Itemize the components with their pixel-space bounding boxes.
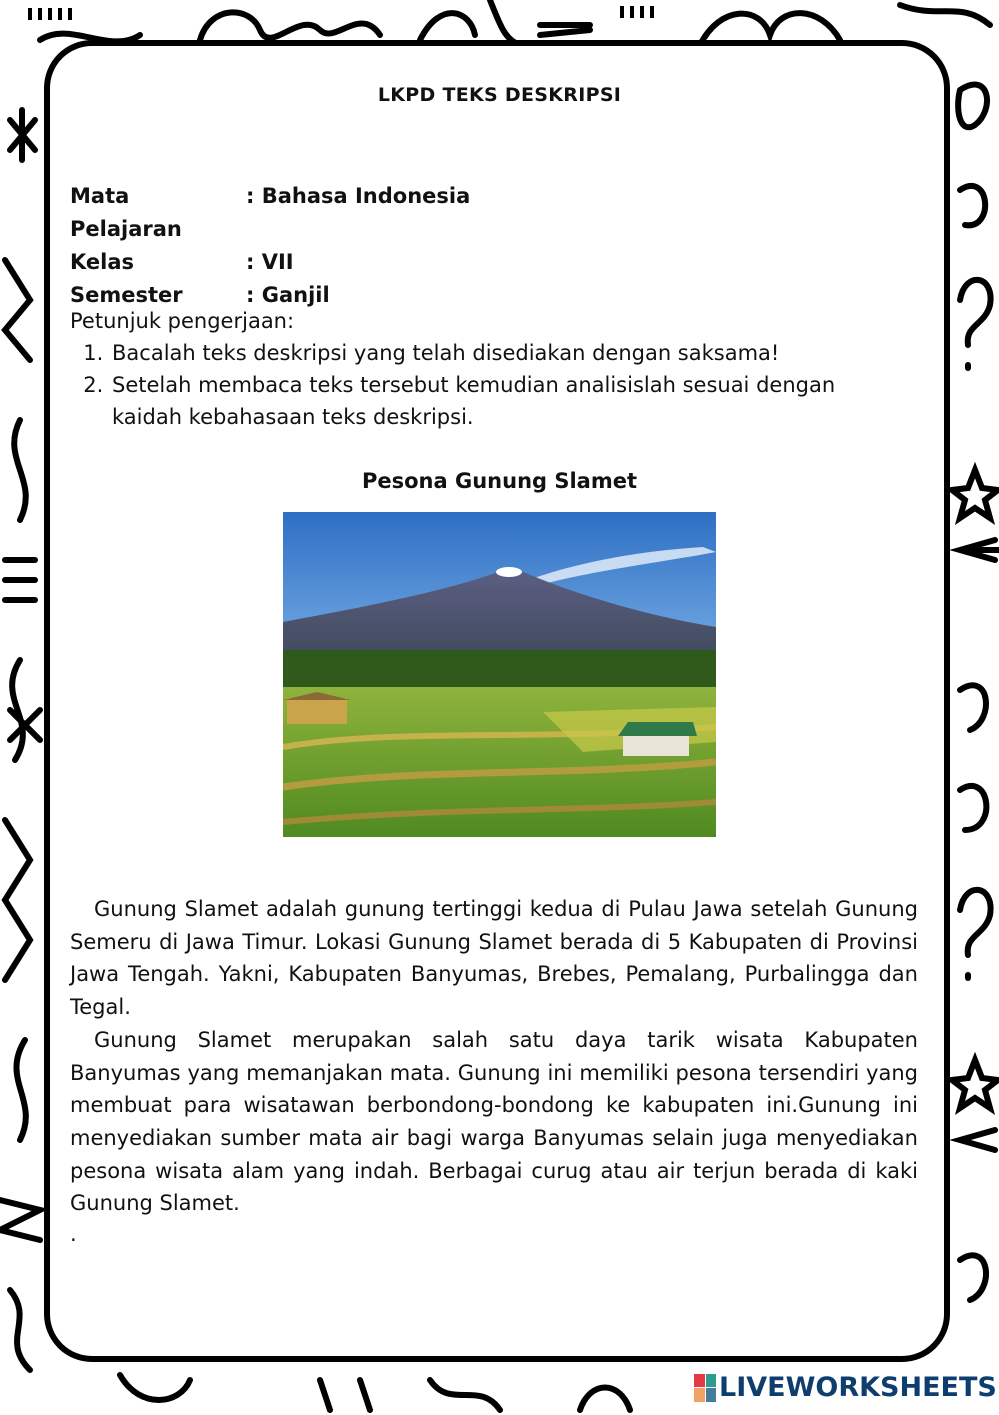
- trailing-mark: .: [70, 1222, 77, 1246]
- meta-label: Semester: [70, 283, 183, 307]
- summit-cloud: [496, 567, 522, 577]
- meta-row-class: [70, 246, 470, 279]
- doodle-top-right-spiral: [900, 5, 990, 25]
- doodle-right-leaf-2: [960, 685, 986, 730]
- doodle-left-zigzag: [5, 260, 30, 360]
- meta-label: Mata Pelajaran: [70, 184, 182, 241]
- doodle-bottom-loop: [120, 1375, 190, 1400]
- doodle-left-wave-b: [10, 1290, 30, 1370]
- paragraph: Gunung Slamet adalah gunung tertinggi kedua di Pulau Jawa setelah Gunung Semeru di Jawa Timur. Lokasi Gunung Slamet berada di 5 Kabupaten di Provinsi Jawa Tengah. Yakni, Kabupaten Banyumas, Brebes, Pemalang, Purbalingga dan Tegal.: [70, 897, 918, 1020]
- doodle-right-arrow: [960, 540, 999, 560]
- instruction-item: 1. Bacalah teks deskripsi yang telah disediakan dengan saksama!: [110, 337, 900, 369]
- meta-value: : Ganjil: [246, 283, 330, 307]
- meta-value: : Bahasa Indonesia: [246, 184, 471, 208]
- doodle-top-ticks: [28, 8, 32, 20]
- doodle-left-star: [10, 110, 35, 160]
- instruction-item: 2. Setelah membaca teks tersebut kemudian analisislah sesuai dengan kaidah kebahasaan teks deskripsi.: [110, 369, 900, 433]
- doodle-left-loop-2: [16, 1040, 25, 1140]
- instructions-heading: Petunjuk pengerjaan:: [70, 309, 295, 333]
- subject-info: [70, 180, 470, 312]
- watermark-text: LIVEWORKSHEETS: [719, 1372, 997, 1403]
- doodle-right-swirl-2: [960, 786, 986, 830]
- meta-label: Kelas: [70, 250, 135, 274]
- doodle-bottom-arch: [580, 1388, 630, 1411]
- doodle-top-curve: [490, 0, 520, 45]
- liveworksheets-watermark: [690, 1372, 999, 1403]
- doodle-right-leaf-3: [960, 1255, 986, 1300]
- liveworksheets-logo-icon: [694, 1374, 716, 1402]
- mountain-photo: [283, 512, 716, 837]
- doodle-top-spiral: [200, 12, 380, 40]
- hut-left: [287, 698, 347, 724]
- doodle-right-star-2: [952, 1060, 998, 1108]
- doodle-right-swirl: [960, 186, 985, 225]
- meta-value: : VII: [246, 250, 294, 274]
- instructions: [70, 305, 900, 433]
- doodle-left-block: [0, 1200, 40, 1240]
- doodle-left-zigzag-2: [5, 820, 30, 980]
- doodle-right-question: [960, 280, 991, 368]
- doodle-top-arrow: [540, 25, 590, 35]
- doodle-bottom-wave: [430, 1380, 500, 1410]
- doodle-right-arrow-2: [960, 1130, 995, 1150]
- description-text: [70, 893, 918, 1220]
- doodle-top-loop: [420, 13, 475, 40]
- doodle-left-lines: [5, 560, 35, 600]
- doodle-right-question-2: [960, 890, 991, 978]
- meta-row-subject: [70, 180, 470, 246]
- document-title: LKPD TEKS DESKRIPSI: [377, 84, 622, 106]
- reading-title: Pesona Gunung Slamet: [361, 469, 638, 493]
- instructions-list: [70, 337, 900, 433]
- treeline: [283, 650, 716, 690]
- hut-right: [623, 734, 689, 756]
- paragraph: Gunung Slamet merupakan salah satu daya tarik wisata Kabupaten Banyumas yang memanjakan mata. Gunung ini memiliki pesona tersendiri yang membuat para wisatawan berbondong-bondong ke kabupaten ini.Gunung ini menyediakan sumber mata air bagi warga Banyumas selain juga menyediakan pesona wisata alam yang indah. Berbagai curug atau air terjun berada di kaki Gunung Slamet.: [70, 1027, 918, 1216]
- doodle-bottom-spike: [320, 1380, 370, 1410]
